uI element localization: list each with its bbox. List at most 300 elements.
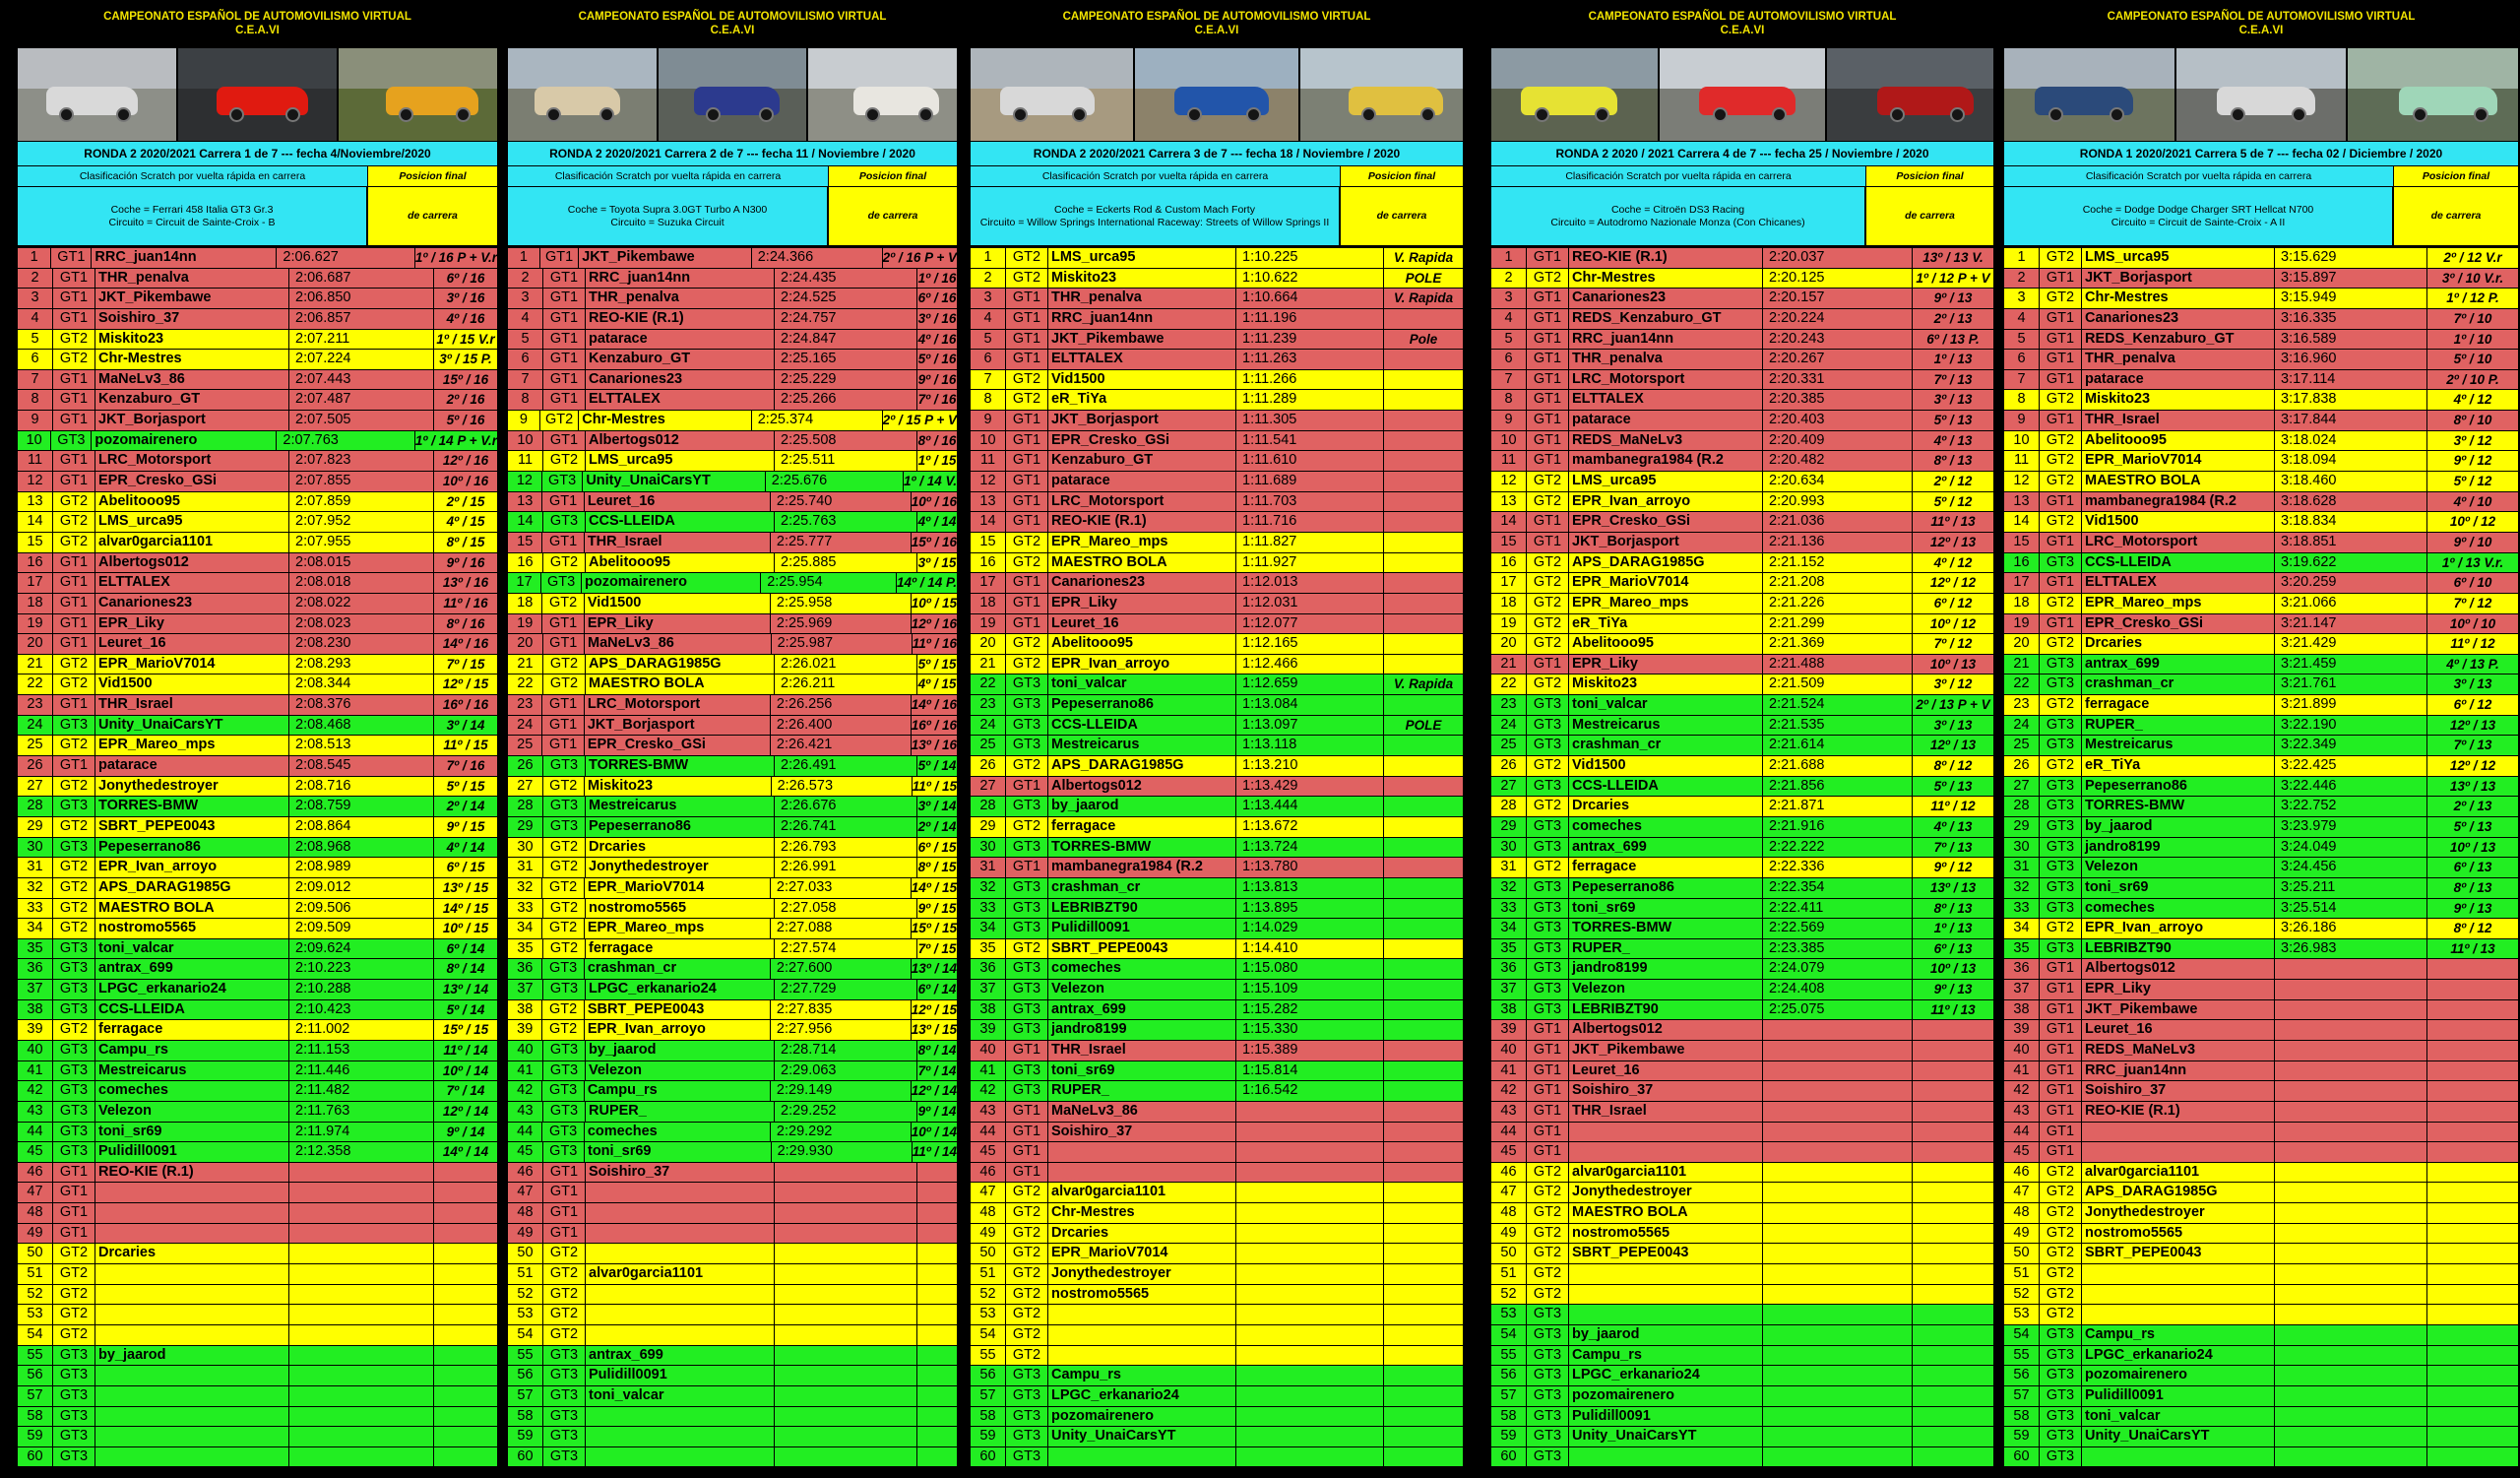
class-cell: GT3 xyxy=(53,1447,95,1467)
driver-cell: crashman_cr xyxy=(1569,736,1763,755)
laptime-cell: 2:27.956 xyxy=(771,1020,912,1040)
driver-cell: THR_penalva xyxy=(586,289,775,308)
final-position-cell: 4º / 12 xyxy=(1933,554,1973,570)
laptime-cell: 2:29.149 xyxy=(771,1081,912,1101)
position-cell: 33 xyxy=(1491,899,1527,919)
class-cell: GT1 xyxy=(1006,1163,1048,1183)
position-cell: 16 xyxy=(1491,553,1527,573)
position-cell: 3 xyxy=(18,289,53,308)
table-row xyxy=(971,980,1463,1000)
final-position-cell: 5º / 16 xyxy=(917,352,957,367)
driver-cell: EPR_MarioV7014 xyxy=(585,878,771,898)
final-position-cell: 4º / 15 xyxy=(446,514,485,530)
driver-cell: Chr-Mestres xyxy=(1569,269,1763,289)
position-cell: 39 xyxy=(2004,1020,2040,1040)
final-position-cell: 4º / 16 xyxy=(446,310,485,326)
final-position-cell xyxy=(1384,1041,1463,1060)
laptime-cell: 3:19.622 xyxy=(2275,553,2427,573)
table-row xyxy=(2004,1102,2518,1123)
final-position-cell: 1º / 10 xyxy=(2453,331,2492,347)
laptime-cell: 2:07.763 xyxy=(277,431,414,451)
table-row xyxy=(1491,330,1993,351)
table-row xyxy=(18,1285,497,1306)
round-date: RONDA 2 2020/2021 Carrera 3 de 7 --- fecha 18 / Noviembre / 2020 xyxy=(971,142,1463,166)
laptime-cell: 3:21.429 xyxy=(2275,634,2427,654)
final-position-cell: 2º / 15 P + V xyxy=(882,413,957,428)
driver-cell xyxy=(95,1427,289,1446)
laptime-cell: 2:20.482 xyxy=(1763,451,1913,471)
championship-acronym: C.E.A.VI xyxy=(1720,25,1765,36)
class-cell: GT2 xyxy=(1006,634,1048,654)
final-position-cell: 12º / 16 xyxy=(911,615,957,631)
laptime-cell: 1:11.196 xyxy=(1236,309,1384,329)
final-position-cell xyxy=(1913,1447,1993,1467)
class-cell: GT2 xyxy=(53,350,95,369)
driver-cell: LRC_Motorsport xyxy=(95,451,289,471)
laptime-cell: 2:27.058 xyxy=(775,899,917,919)
laptime-cell: 2:25.676 xyxy=(766,472,904,491)
driver-cell: Jonythedestroyer xyxy=(586,858,775,877)
table-row xyxy=(971,512,1463,533)
class-cell: GT1 xyxy=(1006,1142,1048,1162)
laptime-cell: 2:25.740 xyxy=(771,492,912,512)
table-row xyxy=(1491,431,1993,452)
driver-cell: REDS_Kenzaburo_GT xyxy=(2082,330,2275,350)
final-position-cell xyxy=(434,1366,497,1385)
class-cell: GT3 xyxy=(53,1000,95,1020)
final-position-cell xyxy=(1384,878,1463,898)
position-cell: 38 xyxy=(18,1000,53,1020)
table-row xyxy=(508,330,957,351)
position-cell: 41 xyxy=(2004,1061,2040,1081)
class-cell: GT3 xyxy=(543,1407,586,1427)
class-cell: GT2 xyxy=(2040,756,2082,776)
table-row xyxy=(971,269,1463,289)
final-position-cell: 3º / 15 xyxy=(917,554,957,570)
laptime-cell: 2:25.075 xyxy=(1763,1000,1913,1020)
final-position-label: Posicion final xyxy=(368,166,497,186)
position-cell: 22 xyxy=(2004,675,2040,694)
position-cell: 57 xyxy=(508,1386,543,1406)
laptime-cell: 1:16.542 xyxy=(1236,1081,1384,1101)
final-position-cell: 11º / 13 xyxy=(1930,514,1976,530)
final-position-cell: 1º / 14 V. xyxy=(904,474,957,489)
laptime-cell: 1:13.084 xyxy=(1236,695,1384,715)
position-cell: 38 xyxy=(2004,1000,2040,1020)
table-row xyxy=(18,309,497,330)
final-position-cell xyxy=(1384,594,1463,613)
laptime-cell xyxy=(2275,1081,2427,1101)
class-cell: GT1 xyxy=(51,248,92,268)
class-cell: GT1 xyxy=(1006,1102,1048,1122)
laptime-cell xyxy=(1763,1142,1913,1162)
table-row xyxy=(18,939,497,960)
race-photo xyxy=(2348,48,2518,141)
class-cell: GT1 xyxy=(1006,594,1048,613)
final-position-cell xyxy=(2427,980,2518,999)
table-row xyxy=(508,309,957,330)
class-cell: GT3 xyxy=(1527,878,1569,898)
class-cell: GT1 xyxy=(53,1163,95,1183)
class-cell: GT2 xyxy=(53,492,95,512)
final-position-cell: 14º / 14 xyxy=(442,1144,489,1160)
final-position-cell xyxy=(1384,390,1463,410)
table-row xyxy=(971,797,1463,817)
laptime-cell: 2:25.508 xyxy=(775,431,917,451)
driver-cell xyxy=(586,1407,775,1427)
class-cell: GT2 xyxy=(2040,1264,2082,1284)
laptime-cell: 3:17.838 xyxy=(2275,390,2427,410)
laptime-cell: 2:07.859 xyxy=(289,492,434,512)
final-position-cell: 10º / 15 xyxy=(442,921,489,936)
final-position-cell: 1º / 15 xyxy=(917,453,957,469)
race-photo xyxy=(508,48,657,141)
driver-cell: LMS_urca95 xyxy=(95,512,289,532)
class-cell: GT2 xyxy=(1006,1244,1048,1263)
position-cell: 41 xyxy=(18,1061,53,1081)
final-position-cell: 4º / 13 P. xyxy=(2446,656,2499,672)
final-position-cell xyxy=(2427,1285,2518,1305)
driver-cell: REDS_MaNeLv3 xyxy=(2082,1041,2275,1060)
driver-cell xyxy=(586,1325,775,1345)
race-photo xyxy=(808,48,957,141)
race-photo xyxy=(339,48,497,141)
driver-cell: Soishiro_37 xyxy=(95,309,289,329)
driver-cell xyxy=(586,1447,775,1467)
laptime-cell xyxy=(1236,1163,1384,1183)
final-position-cell: V. Rapida xyxy=(1393,250,1454,265)
driver-cell: Pepeserrano86 xyxy=(1048,695,1236,715)
laptime-cell: 2:20.403 xyxy=(1763,411,1913,430)
final-position-cell: 12º / 15 xyxy=(911,1001,957,1017)
class-cell: GT2 xyxy=(543,939,586,959)
class-cell: GT2 xyxy=(542,594,584,613)
driver-cell: LMS_urca95 xyxy=(586,451,775,471)
laptime-cell xyxy=(1763,1447,1913,1467)
driver-cell: LEBRIBZT90 xyxy=(1569,1000,1763,1020)
position-cell: 42 xyxy=(1491,1081,1527,1101)
position-cell: 8 xyxy=(2004,390,2040,410)
driver-cell: nostromo5565 xyxy=(2082,1224,2275,1244)
race-info xyxy=(18,142,497,248)
laptime-cell: 1:12.466 xyxy=(1236,655,1384,675)
driver-cell: RUPER_ xyxy=(1048,1081,1236,1101)
position-cell: 31 xyxy=(971,858,1006,877)
driver-cell: CCS-LLEIDA xyxy=(586,512,775,532)
driver-cell: Canariones23 xyxy=(1569,289,1763,308)
class-cell: GT3 xyxy=(2040,716,2082,736)
position-cell: 40 xyxy=(2004,1041,2040,1060)
table-row xyxy=(508,573,957,594)
laptime-cell: 2:22.411 xyxy=(1763,899,1913,919)
laptime-cell: 2:25.763 xyxy=(775,512,917,532)
final-position-cell: 2º / 13 xyxy=(1933,310,1973,326)
laptime-cell: 3:21.147 xyxy=(2275,614,2427,634)
class-cell: GT1 xyxy=(1527,1102,1569,1122)
final-position-cell: 7º / 13 xyxy=(1933,371,1973,387)
class-cell: GT1 xyxy=(543,634,585,654)
table-row xyxy=(18,899,497,920)
laptime-cell: 2:08.344 xyxy=(289,675,434,694)
laptime-cell: 2:24.435 xyxy=(775,269,917,289)
table-row xyxy=(18,1264,497,1285)
final-position-cell: 16º / 16 xyxy=(911,717,957,733)
position-cell: 29 xyxy=(971,817,1006,837)
table-row xyxy=(971,655,1463,675)
position-cell: 49 xyxy=(508,1224,543,1244)
table-row xyxy=(2004,1081,2518,1102)
laptime-cell: 2:21.369 xyxy=(1763,634,1913,654)
final-position-cell: 6º / 15 xyxy=(446,860,485,875)
class-cell: GT1 xyxy=(543,330,586,350)
final-position-cell xyxy=(2427,1244,2518,1263)
class-cell: GT1 xyxy=(53,370,95,390)
position-cell: 7 xyxy=(1491,370,1527,390)
laptime-cell: 1:10.622 xyxy=(1236,269,1384,289)
race-photo xyxy=(178,48,337,141)
table-row xyxy=(18,390,497,411)
driver-cell: APS_DARAG1985G xyxy=(2082,1183,2275,1202)
class-cell: GT2 xyxy=(2040,1305,2082,1324)
driver-cell: ferragace xyxy=(1048,817,1236,837)
table-row xyxy=(508,1183,957,1203)
class-cell: GT3 xyxy=(1527,1427,1569,1446)
position-cell: 35 xyxy=(1491,939,1527,959)
position-cell: 18 xyxy=(971,594,1006,613)
class-cell: GT3 xyxy=(1527,980,1569,999)
position-cell: 4 xyxy=(971,309,1006,329)
position-cell: 29 xyxy=(508,817,543,837)
class-cell: GT1 xyxy=(2040,1041,2082,1060)
final-position-cell xyxy=(1384,512,1463,532)
table-row xyxy=(2004,1000,2518,1021)
position-cell: 13 xyxy=(2004,492,2040,512)
driver-cell: MAESTRO BOLA xyxy=(1048,553,1236,573)
car-name: Coche = Dodge Dodge Charger SRT Hellcat N700 xyxy=(2082,203,2314,216)
class-cell: GT1 xyxy=(53,289,95,308)
table-row xyxy=(2004,939,2518,960)
position-cell: 29 xyxy=(2004,817,2040,837)
final-position-cell: 13º / 14 xyxy=(911,961,957,977)
final-position-cell: 12º / 12 xyxy=(2449,758,2496,774)
final-position-cell xyxy=(2427,1000,2518,1020)
class-cell: GT3 xyxy=(2040,1366,2082,1385)
driver-cell: Jonythedestroyer xyxy=(2082,1203,2275,1223)
position-cell: 39 xyxy=(18,1020,53,1040)
position-cell: 33 xyxy=(508,899,543,919)
driver-cell: toni_sr69 xyxy=(1569,899,1763,919)
position-cell: 57 xyxy=(2004,1386,2040,1406)
table-row xyxy=(1491,655,1993,675)
laptime-cell: 3:22.349 xyxy=(2275,736,2427,755)
driver-cell: SBRT_PEPE0043 xyxy=(585,1000,771,1020)
table-row xyxy=(1491,675,1993,695)
position-cell: 18 xyxy=(2004,594,2040,613)
table-row xyxy=(18,695,497,716)
final-position-cell xyxy=(1913,1123,1993,1142)
driver-cell: EPR_MarioV7014 xyxy=(1048,1244,1236,1263)
position-cell: 14 xyxy=(508,512,543,532)
table-row xyxy=(508,431,957,452)
position-cell: 40 xyxy=(508,1041,543,1060)
driver-cell: Miskito23 xyxy=(1048,269,1236,289)
position-cell: 4 xyxy=(508,309,543,329)
class-cell: GT1 xyxy=(1527,512,1569,532)
laptime-cell xyxy=(1763,1183,1913,1202)
laptime-cell: 2:23.385 xyxy=(1763,939,1913,959)
final-position-cell: 1º / 13 xyxy=(1933,352,1973,367)
table-row xyxy=(2004,919,2518,939)
position-cell: 18 xyxy=(1491,594,1527,613)
position-cell: 1 xyxy=(508,248,540,268)
table-row xyxy=(1491,1264,1993,1285)
driver-cell: mambanegra1984 (R.2 xyxy=(1569,451,1763,471)
class-cell: GT2 xyxy=(1006,1203,1048,1223)
table-row xyxy=(18,1020,497,1041)
final-position-cell: 13º / 15 xyxy=(911,1022,957,1038)
final-position-cell xyxy=(1384,655,1463,675)
position-cell: 22 xyxy=(18,675,53,694)
class-cell: GT1 xyxy=(1006,858,1048,877)
position-cell: 4 xyxy=(1491,309,1527,329)
table-row xyxy=(1491,980,1993,1000)
table-row xyxy=(1491,309,1993,330)
table-row xyxy=(2004,472,2518,492)
driver-cell: EPR_Mareo_mps xyxy=(1048,533,1236,552)
final-position-cell: 2º / 13 P + V xyxy=(1916,697,1990,713)
class-cell: GT1 xyxy=(543,289,586,308)
class-cell: GT2 xyxy=(1527,1244,1569,1263)
laptime-cell: 1:15.109 xyxy=(1236,980,1384,999)
driver-cell: LPGC_erkanario24 xyxy=(1569,1366,1763,1385)
driver-cell: JKT_Pikembawe xyxy=(95,289,289,308)
driver-cell xyxy=(1569,1264,1763,1284)
final-position-cell xyxy=(434,1427,497,1446)
laptime-cell: 3:17.114 xyxy=(2275,370,2427,390)
driver-cell: pozomairenero xyxy=(2082,1366,2275,1385)
laptime-cell xyxy=(1763,1203,1913,1223)
driver-cell: by_jaarod xyxy=(1048,797,1236,816)
final-position-cell: 11º / 12 xyxy=(2450,636,2495,652)
race-label: de carrera xyxy=(1341,187,1463,245)
driver-cell xyxy=(95,1386,289,1406)
driver-cell: eR_TiYa xyxy=(2082,756,2275,776)
car-name: Coche = Citroën DS3 Racing xyxy=(1610,203,1745,216)
table-row xyxy=(18,350,497,370)
final-position-cell xyxy=(1913,1366,1993,1385)
position-cell: 21 xyxy=(1491,655,1527,675)
class-cell: GT1 xyxy=(1006,1041,1048,1060)
final-position-cell: 11º / 15 xyxy=(912,778,957,794)
final-position-cell xyxy=(917,1427,957,1446)
driver-cell: EPR_MarioV7014 xyxy=(1569,573,1763,593)
position-cell: 55 xyxy=(1491,1346,1527,1366)
class-cell: GT1 xyxy=(543,1203,586,1223)
driver-cell: MaNeLv3_86 xyxy=(1048,1102,1236,1122)
position-cell: 16 xyxy=(18,553,53,573)
driver-cell: nostromo5565 xyxy=(586,899,775,919)
table-row xyxy=(2004,1386,2518,1407)
position-cell: 15 xyxy=(2004,533,2040,552)
position-cell: 20 xyxy=(1491,634,1527,654)
table-row xyxy=(971,350,1463,370)
final-position-cell xyxy=(1384,309,1463,329)
position-cell: 50 xyxy=(508,1244,543,1263)
laptime-cell xyxy=(2275,1224,2427,1244)
class-cell: GT2 xyxy=(543,777,585,797)
table-row xyxy=(2004,289,2518,309)
position-cell: 14 xyxy=(1491,512,1527,532)
class-cell: GT2 xyxy=(53,878,95,898)
final-position-cell: 5º / 16 xyxy=(446,413,485,428)
driver-cell: JKT_Borjasport xyxy=(585,716,771,736)
driver-cell: Pepeserrano86 xyxy=(95,838,289,858)
laptime-cell: 2:10.288 xyxy=(289,980,434,999)
table-row xyxy=(2004,350,2518,370)
driver-cell: pozomairenero xyxy=(1048,1407,1236,1427)
table-row xyxy=(971,411,1463,431)
class-cell: GT3 xyxy=(2040,1325,2082,1345)
laptime-cell xyxy=(775,1366,917,1385)
race-photo xyxy=(659,48,807,141)
laptime-cell: 2:20.634 xyxy=(1763,472,1913,491)
table-row xyxy=(1491,451,1993,472)
class-cell: GT3 xyxy=(1527,817,1569,837)
laptime-cell xyxy=(1763,1264,1913,1284)
position-cell: 21 xyxy=(2004,655,2040,675)
final-position-cell: 5º / 13 xyxy=(1933,778,1973,794)
driver-cell: Drcaries xyxy=(1569,797,1763,816)
laptime-cell xyxy=(775,1346,917,1366)
class-cell: GT3 xyxy=(1006,878,1048,898)
laptime-cell: 1:11.927 xyxy=(1236,553,1384,573)
driver-cell: EPR_Ivan_arroyo xyxy=(95,858,289,877)
position-cell: 6 xyxy=(971,350,1006,369)
driver-cell: Pulidill0091 xyxy=(95,1142,289,1162)
class-cell: GT2 xyxy=(1527,797,1569,816)
driver-cell xyxy=(586,1183,775,1202)
class-cell: GT1 xyxy=(1006,350,1048,369)
table-row xyxy=(2004,777,2518,798)
class-cell: GT1 xyxy=(1527,309,1569,329)
position-cell: 56 xyxy=(18,1366,53,1385)
table-row xyxy=(971,1020,1463,1041)
class-cell: GT1 xyxy=(53,756,95,776)
final-position-cell: 8º / 16 xyxy=(917,432,957,448)
position-cell: 45 xyxy=(18,1142,53,1162)
laptime-cell: 1:13.780 xyxy=(1236,858,1384,877)
driver-cell: Unity_UnaiCarsYT xyxy=(95,716,289,736)
table-row xyxy=(2004,1346,2518,1367)
laptime-cell: 1:13.724 xyxy=(1236,838,1384,858)
table-row xyxy=(2004,573,2518,594)
table-row xyxy=(18,980,497,1000)
laptime-cell xyxy=(775,1264,917,1284)
laptime-cell: 2:24.757 xyxy=(775,309,917,329)
class-cell: GT3 xyxy=(1006,695,1048,715)
laptime-cell xyxy=(775,1244,917,1263)
driver-cell: Pepeserrano86 xyxy=(1569,878,1763,898)
driver-cell: RRC_juan14nn xyxy=(2082,1061,2275,1081)
laptime-cell xyxy=(289,1346,434,1366)
table-row xyxy=(508,1142,957,1163)
position-cell: 2 xyxy=(508,269,543,289)
position-cell: 32 xyxy=(1491,878,1527,898)
class-cell: GT1 xyxy=(1006,512,1048,532)
table-row xyxy=(508,248,957,269)
final-position-cell: 6º / 14 xyxy=(917,982,957,997)
table-row xyxy=(508,533,957,553)
